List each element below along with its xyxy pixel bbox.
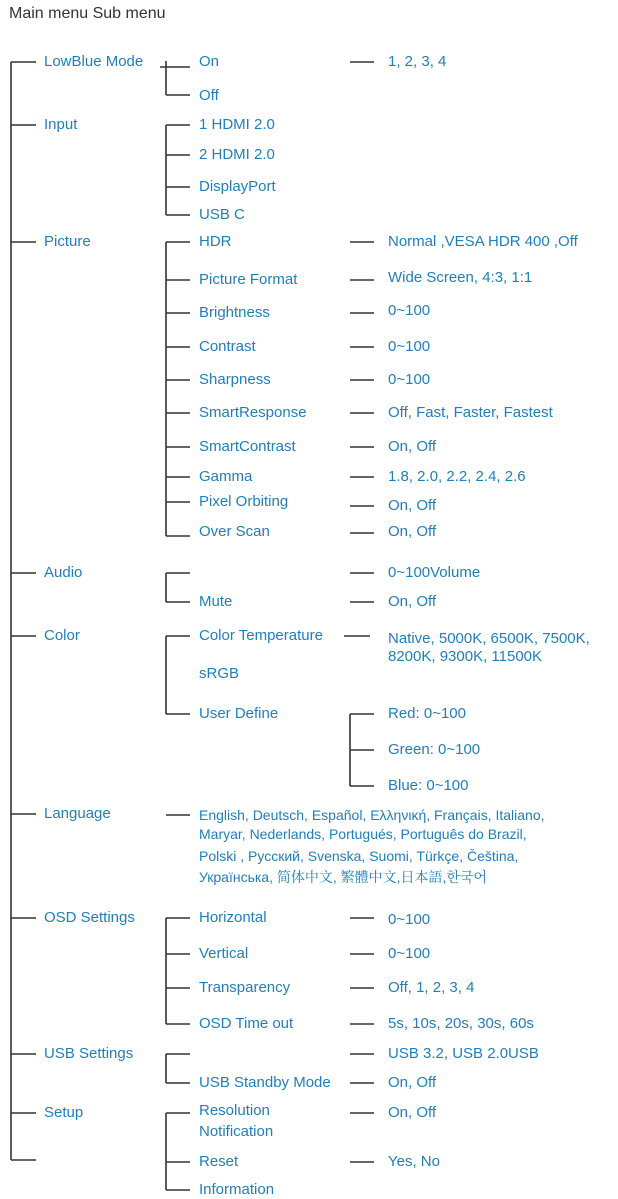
submenu-input-hdmi-2: 2 HDMI 2.0	[199, 146, 275, 163]
submenu-osd-time-out: OSD Time out	[199, 1015, 294, 1032]
value-color-temperature-line2: 8200K, 9300K, 11500K	[388, 648, 543, 665]
value-picture-pixel-orbiting: On, Off	[388, 497, 437, 514]
value-setup-resolution-notification: On, Off	[388, 1104, 437, 1121]
submenu-setup-notification: Notification	[199, 1123, 274, 1140]
page-title: Main menu Sub menu	[9, 5, 166, 22]
submenu-setup-information: Information	[199, 1181, 275, 1198]
value-user-define-green: Green: 0~100	[388, 741, 481, 758]
submenu-osd-vertical: Vertical	[199, 945, 249, 962]
submenu-lowblue-off: Off	[199, 87, 219, 104]
value-usb-version: USB 3.2, USB 2.0USB	[388, 1045, 539, 1062]
main-menu-usb-settings: USB Settings	[44, 1045, 134, 1062]
submenu-picture-brightness: Brightness	[199, 304, 270, 321]
value-user-define-blue: Blue: 0~100	[388, 777, 469, 794]
submenu-picture-smartresponse: SmartResponse	[199, 404, 307, 421]
language-list-line-2: Maryar, Nederlands, Portugués, Português do Brazil,	[199, 826, 527, 842]
submenu-setup-reset: Reset	[199, 1153, 239, 1170]
value-audio-mute: On, Off	[388, 593, 437, 610]
value-osd-time-out: 5s, 10s, 20s, 30s, 60s	[388, 1015, 534, 1032]
submenu-picture-format: Picture Format	[199, 271, 298, 288]
main-menu-audio: Audio	[44, 564, 83, 581]
value-picture-gamma: 1.8, 2.0, 2.2, 2.4, 2.6	[388, 468, 526, 485]
main-menu-picture: Picture	[44, 233, 91, 250]
value-picture-sharpness: 0~100	[388, 371, 431, 388]
submenu-input-hdmi-1: 1 HDMI 2.0	[199, 116, 275, 133]
value-audio-volume: 0~100Volume	[388, 564, 481, 581]
submenu-setup-resolution: Resolution	[199, 1102, 270, 1119]
submenu-picture-contrast: Contrast	[199, 338, 256, 355]
value-picture-over-scan: On, Off	[388, 523, 437, 540]
value-picture-brightness: 0~100	[388, 302, 431, 319]
submenu-color-user-define: User Define	[199, 705, 279, 722]
value-lowblue-on: 1, 2, 3, 4	[388, 53, 447, 70]
submenu-picture-smartcontrast: SmartContrast	[199, 438, 296, 455]
value-osd-transparency: Off, 1, 2, 3, 4	[388, 979, 475, 996]
value-color-temperature-line1: Native, 5000K, 6500K, 7500K,	[388, 630, 590, 647]
submenu-picture-pixel-orbiting: Pixel Orbiting	[199, 493, 289, 510]
submenu-picture-over-scan: Over Scan	[199, 523, 270, 540]
main-menu-osd-settings: OSD Settings	[44, 909, 135, 926]
value-osd-vertical: 0~100	[388, 945, 431, 962]
submenu-input-displayport: DisplayPort	[199, 178, 276, 195]
submenu-picture-sharpness: Sharpness	[199, 371, 271, 388]
language-list-line-4: Українська, 简体中文, 繁體中文,日本語,한국어	[199, 869, 488, 885]
language-list-line-1: English, Deutsch, Español, Ελληνική, Français, Italiano,	[199, 807, 545, 823]
main-menu-input: Input	[44, 116, 78, 133]
main-menu-setup: Setup	[44, 1104, 84, 1121]
main-menu-color: Color	[44, 627, 80, 644]
submenu-picture-gamma: Gamma	[199, 468, 253, 485]
value-picture-hdr: Normal ,VESA HDR 400 ,Off	[388, 233, 578, 250]
submenu-osd-horizontal: Horizontal	[199, 909, 267, 926]
value-picture-smartcontrast: On, Off	[388, 438, 437, 455]
value-picture-format: Wide Screen, 4:3, 1:1	[388, 269, 533, 286]
submenu-color-srgb: sRGB	[199, 665, 240, 682]
submenu-lowblue-on: On	[199, 53, 220, 70]
value-setup-reset: Yes, No	[388, 1153, 440, 1170]
value-picture-smartresponse: Off, Fast, Faster, Fastest	[388, 404, 553, 421]
value-picture-contrast: 0~100	[388, 338, 431, 355]
value-usb-standby: On, Off	[388, 1074, 437, 1091]
value-osd-horizontal: 0~100	[388, 911, 431, 928]
submenu-usb-standby-mode: USB Standby Mode	[199, 1074, 331, 1091]
submenu-color-temperature: Color Temperature	[199, 627, 323, 644]
submenu-picture-hdr: HDR	[199, 233, 232, 250]
submenu-osd-transparency: Transparency	[199, 979, 291, 996]
value-user-define-red: Red: 0~100	[388, 705, 466, 722]
submenu-audio-mute: Mute	[199, 593, 233, 610]
main-menu-lowblue-mode: LowBlue Mode	[44, 53, 144, 70]
language-list-line-3: Polski , Русский, Svenska, Suomi, Türkçe, Čeština,	[199, 848, 519, 864]
submenu-input-usb-c: USB C	[199, 206, 245, 223]
main-menu-language: Language	[44, 805, 111, 822]
